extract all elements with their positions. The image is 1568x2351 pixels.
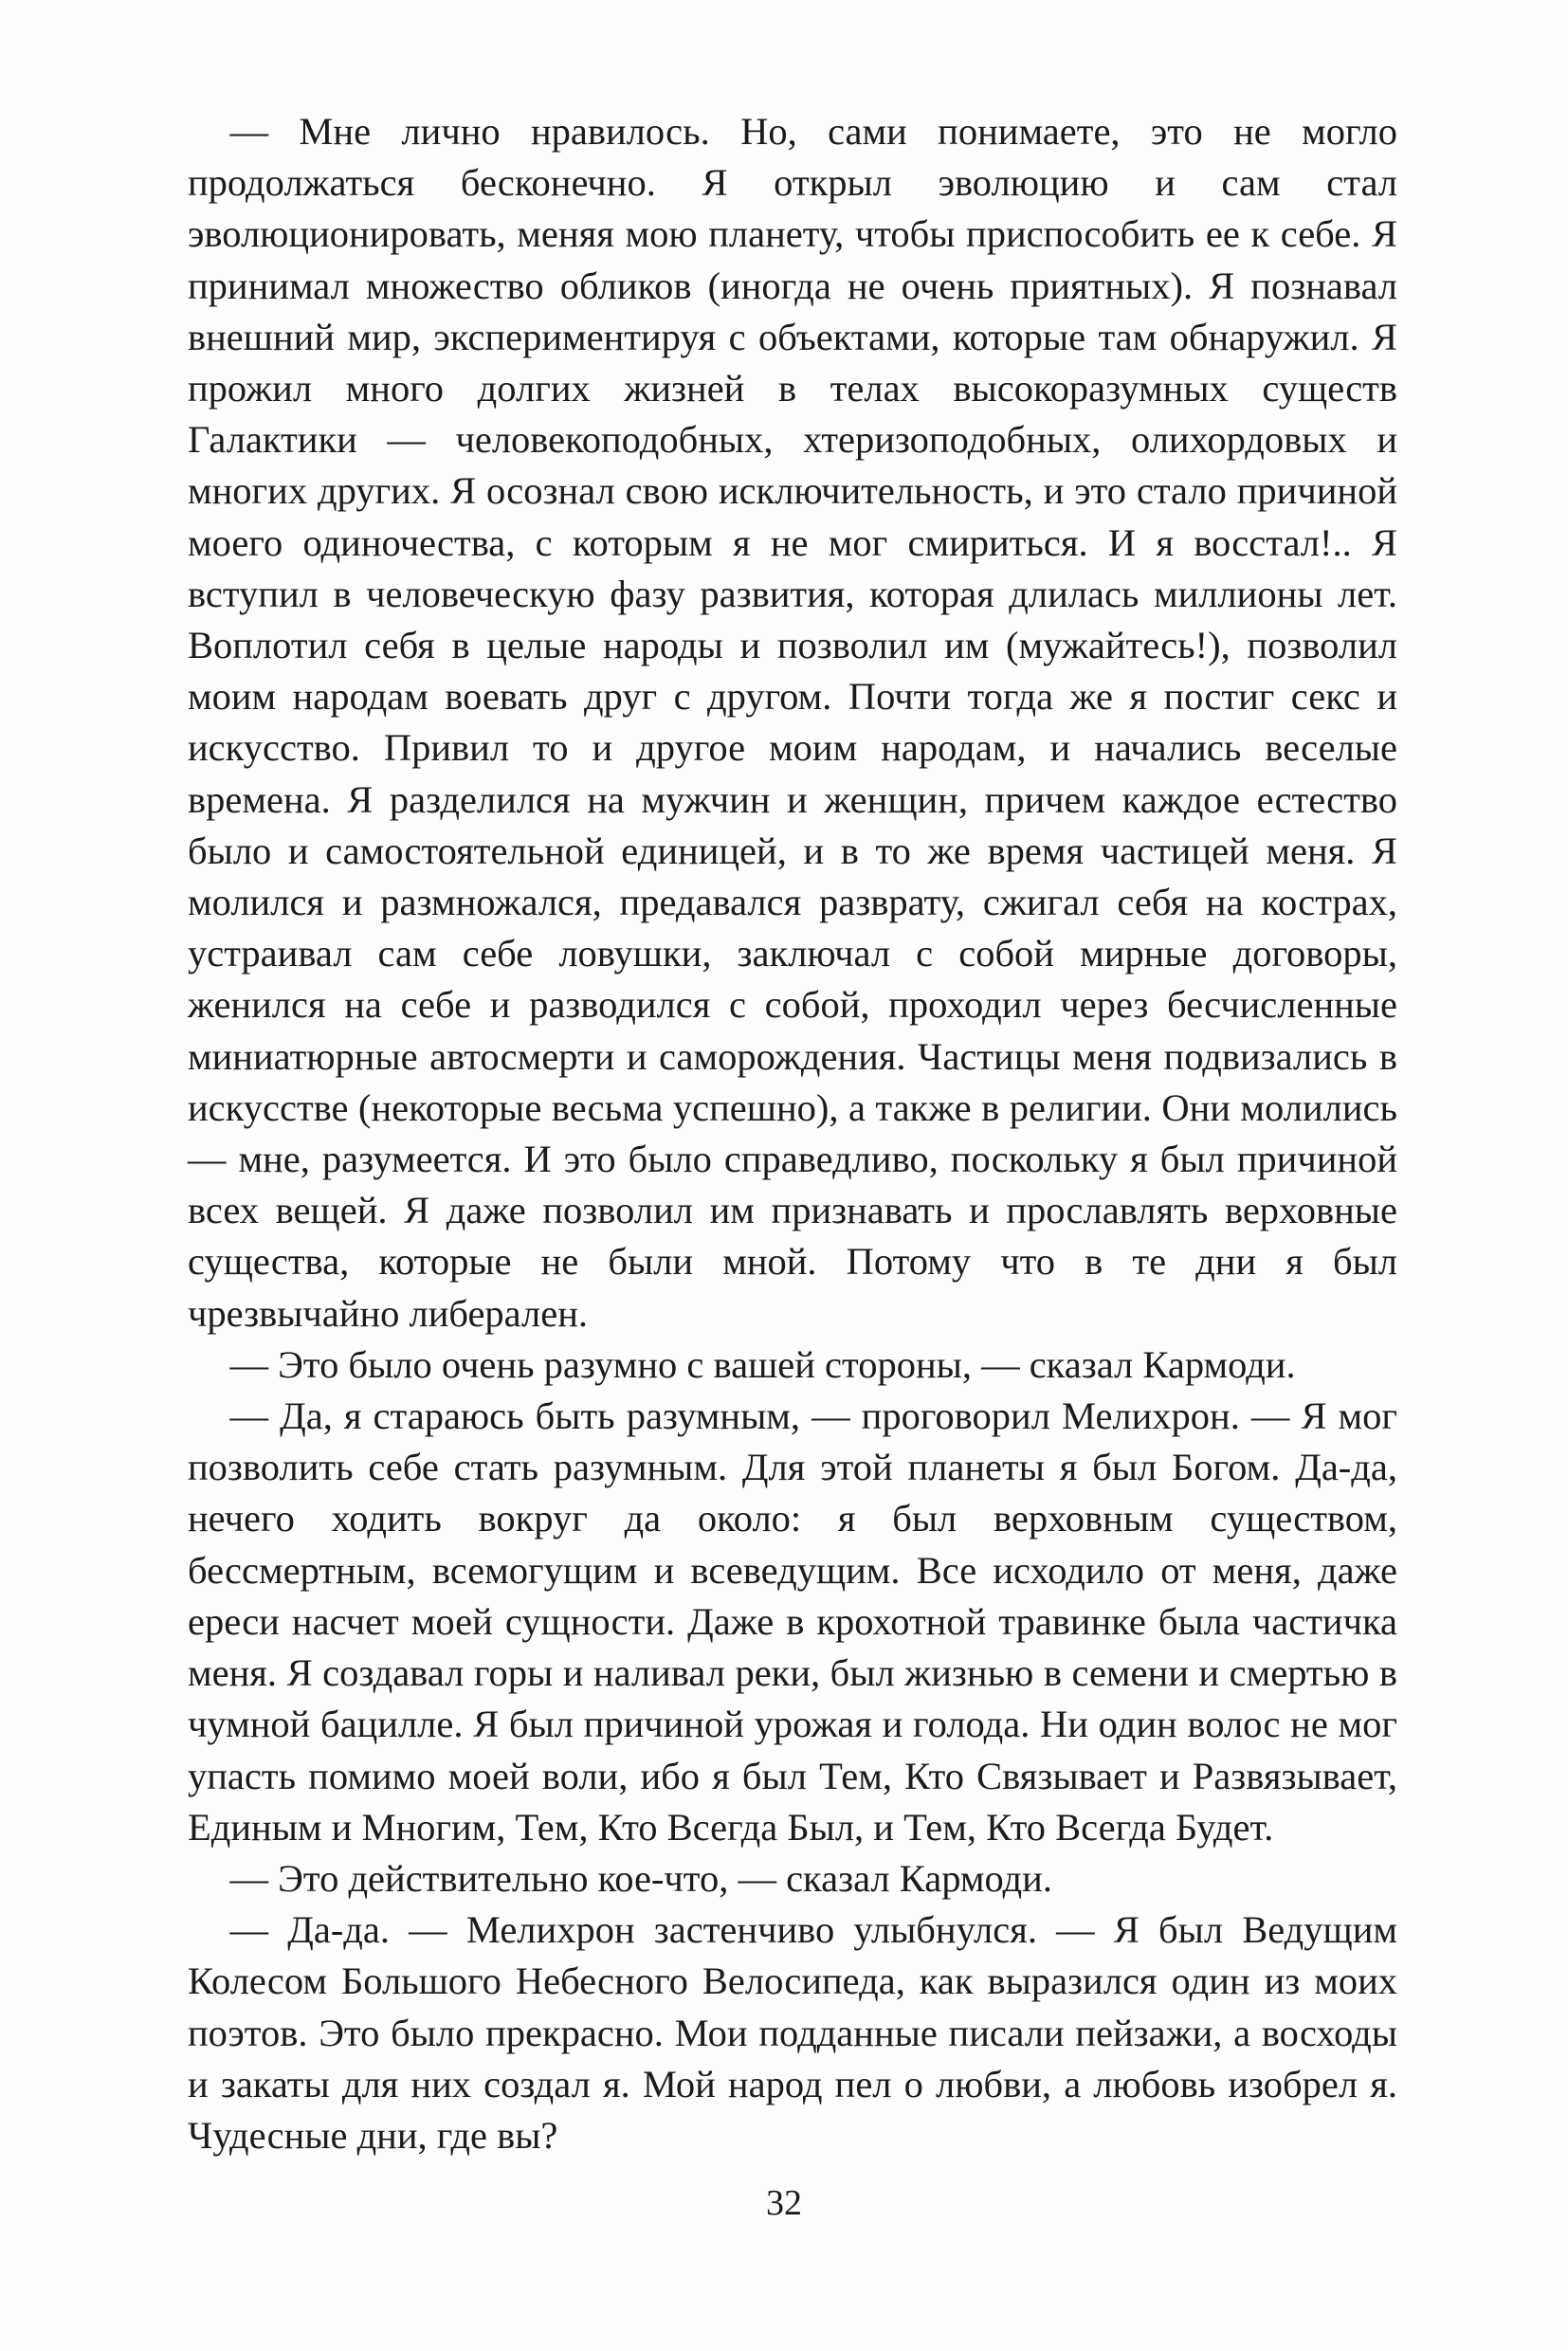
paragraph-4: — Это действительно кое-что, — сказал Кармоди. (229, 1856, 1052, 1900)
paragraph-5: — Да-да. — Мелихрон застенчиво улыбнулся. — Я был Ведущим Колесом Большого Небесного Велосипеда, как выразился один из моих поэтов. Это было прекрасно. Мои подданные писали пейзажи, а восходы и закаты для них создал я. Мой народ пел о любви, а любовь изобрел я. Чудесные дни, где вы? (188, 1908, 1397, 2157)
body-text (188, 106, 1397, 2161)
paragraph-1: — Мне лично нравилось. Но, сами понимаете, это не могло продолжаться бесконечно. Я открыл эволюцию и сам стал эволюционировать, меняя мою планету, чтобы приспособить ее к себе. Я принимал множество обликов (иногда не очень приятных). Я познавал внешний мир, экспериментируя с объектами, которые там обнаружил. Я прожил много долгих жизней в телах высокоразумных существ Галактики — человекоподобных, хтеризоподобных, олихордовых и многих других. Я осознал свою исключительность, и это стало причиной моего одиночества, с которым я не мог смириться. И я восстал!.. Я вступил в человеческую фазу развития, которая длилась миллионы лет. Воплотил себя в целые народы и позволил им (мужайтесь!), позволил моим народам воевать друг с другом. Почти тогда же я постиг секс и искусство. Привил то и другое моим народам, и начались веселые времена. Я разделился на мужчин и женщин, причем каждое естество было и самостоятельной единицей, и в то же время частицей меня. Я молился и размножался, предавался разврату, сжигал себя на кострах, устраивал сам себе ловушки, заключал с собой мирные договоры, женился на себе и разводился с собой, проходил через бесчисленные миниатюрные автосмерти и саморождения. Частицы меня подвизались в искусстве (некоторые весьма успешно), а также в религии. Они молились — мне, разумеется. И это было справедливо, поскольку я был причиной всех вещей. Я даже позволил им признавать и прославлять верховные существа, которые не были мной. Потому что в те дни я был чрезвычайно либерален. (188, 110, 1397, 1335)
paragraph-3: — Да, я стараюсь быть разумным, — проговорил Мелихрон. — Я мог позволить себе стать разумным. Для этой планеты я был Богом. Да-да, нечего ходить вокруг да около: я был верховным существом, бессмертным, всемогущим и всеведущим. Все исходило от меня, даже ереси насчет моей сущности. Даже в крохотной травинке была частичка меня. Я создавал горы и наливал реки, был жизнью в семени и смертью в чумной бацилле. Я был причиной урожая и голода. Ни один волос не мог упасть помимо моей воли, ибо я был Тем, Кто Связывает и Развязывает, Единым и Многим, Тем, Кто Всегда Был, и Тем, Кто Всегда Будет. (188, 1394, 1397, 1849)
page-number: 32 (766, 2183, 802, 2223)
paragraph-2: — Это было очень разумно с вашей стороны, — сказал Кармоди. (229, 1342, 1296, 1386)
